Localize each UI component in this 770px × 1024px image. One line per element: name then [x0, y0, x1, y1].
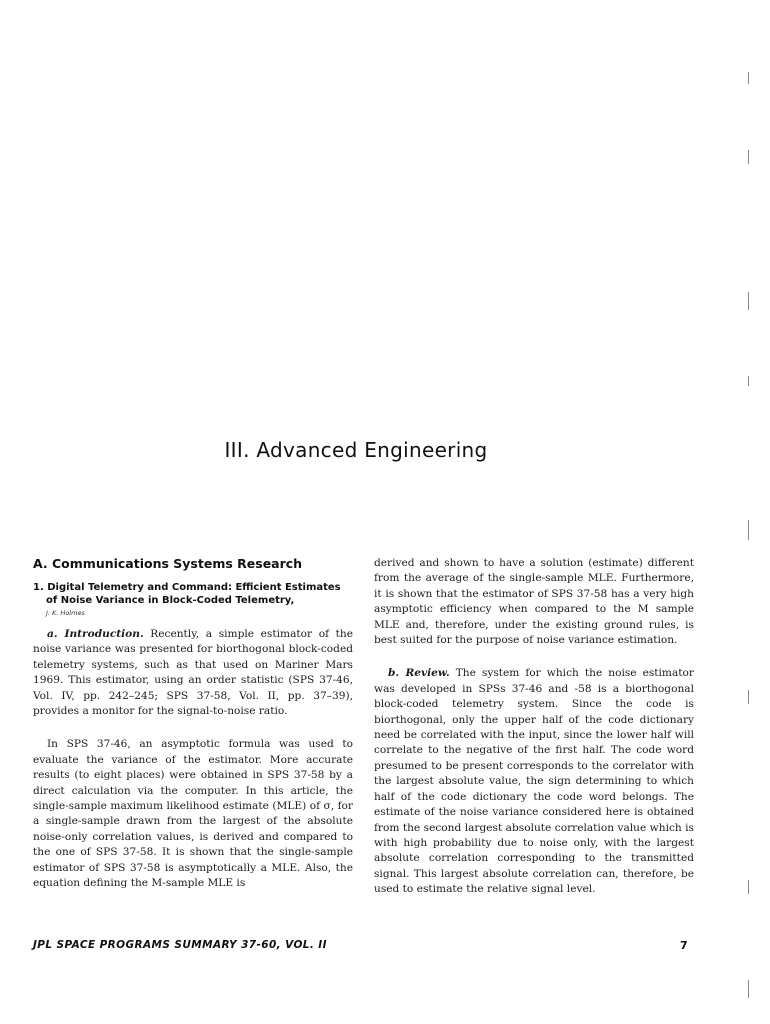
scan-edge-mark: [748, 376, 749, 386]
chapter-title: III. Advanced Engineering: [224, 438, 488, 462]
subsection-heading: 1. Digital Telemetry and Command: Efficient Estimates of Noise Variance in Block-Coded Telemetry,: [33, 582, 341, 606]
introduction-label: a. Introduction.: [47, 628, 144, 640]
introduction-paragraph: [33, 627, 353, 719]
author-byline: J. K. Holmes: [46, 609, 85, 617]
running-footer: JPL SPACE PROGRAMS SUMMARY 37-60, VOL. II: [33, 939, 327, 951]
scan-edge-mark: [748, 980, 749, 998]
body-paragraph: In SPS 37-46, an asymptotic formula was used to evaluate the variance of the estimator. More accurate results (to eight places) were obtained in SPS 37-58 by a direct calculation via the computer. In this article, the single-sample maximum likelihood estimate (MLE) of σ, for a single-sample drawn from the largest of the absolute noise-only correlation values, is derived and compared to the one of SPS 37-58. It is shown that the single-sample estimator of SPS 37-58 is asymptotically a MLE. Also, the equation defining the M-sample MLE is: [33, 738, 353, 890]
review-label: b. Review.: [388, 667, 450, 680]
section-heading: A. Communications Systems Research: [33, 556, 303, 571]
scan-edge-mark: [748, 292, 749, 310]
left-column: [33, 556, 353, 892]
page-number: 7: [680, 939, 688, 952]
introduction-text: Recently, a simple estimator of the noise variance was presented for biorthogonal block-coded telemetry systems, such as that used on Mariner Mars 1969. This estimator, using an order statistic (SPS 37-46, Vol. IV, pp. 242–245; SPS 37-58, Vol. II, pp. 37–39), provides a monitor for the signal-to-noise ratio.: [33, 628, 353, 718]
scan-edge-mark: [748, 690, 749, 704]
scan-edge-mark: [748, 880, 749, 894]
scan-edge-mark: [748, 520, 749, 540]
continued-paragraph: derived and shown to have a solution (estimate) different from the average of the single-sample MLE. Furthermore, it is shown that the estimator of SPS 37-58 has a very high asymptotic efficiency when compared to the M sample MLE and, therefore, under the existing ground rules, is best suited for the purpose of noise variance estimation.: [374, 557, 694, 647]
review-text: The system for which the noise estimator was developed in SPSs 37-46 and -58 is a biorthogonal block-coded telemetry system. Since the code is biorthogonal, only the upper half of the code dictionary need be correlated with the input, since the lower half will correlate to the negative of the first half. The code word presumed to be present corresponds to the correlator with the largest absolute value, the sign determining to which half of the code dictionary the code word belongs. The estimate of the noise variance considered here is obtained from the second largest absolute correlation value which is with high probability due to noise only, with the largest absolute correlation corresponding to the transmitted signal. This largest absolute correlation can, therefore, be used to estimate the relative signal level.: [374, 667, 694, 896]
review-paragraph: [374, 666, 694, 897]
right-column: [374, 556, 694, 898]
scan-edge-mark: [748, 150, 749, 164]
scan-edge-mark: [748, 72, 749, 84]
